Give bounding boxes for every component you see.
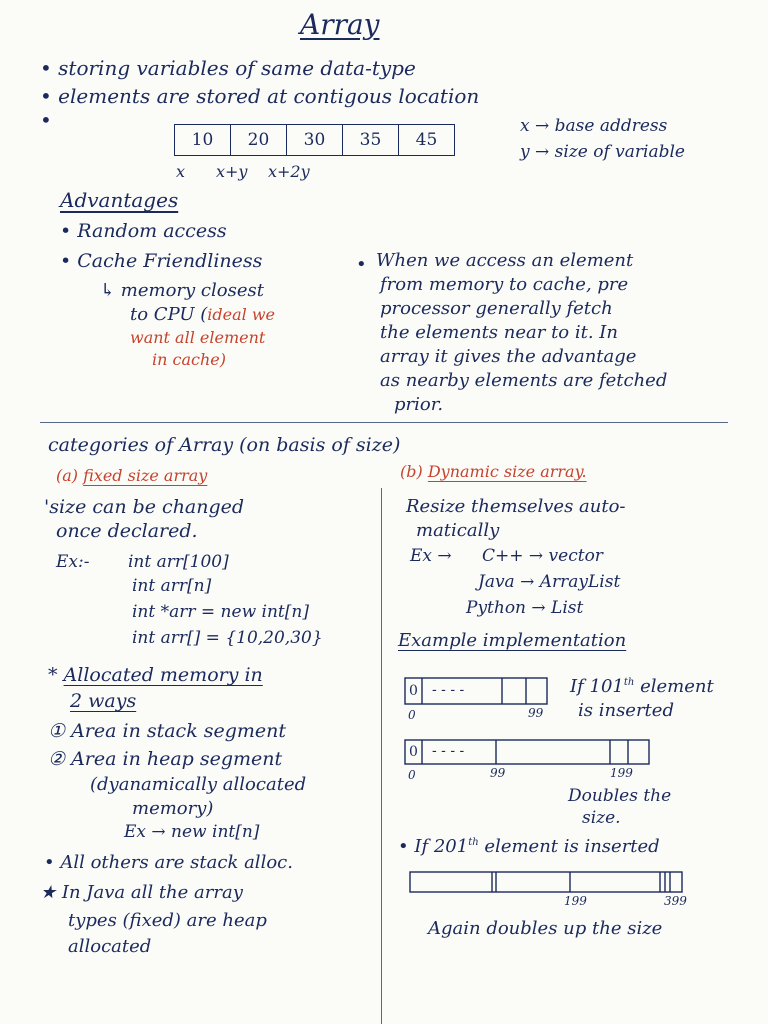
dynamic-ex-java: Java → ArrayList bbox=[478, 572, 621, 592]
cache-note-line: as nearby elements are fetched bbox=[380, 370, 668, 391]
array-cell: 35 bbox=[343, 125, 399, 155]
advantages-heading: Advantages bbox=[60, 188, 179, 212]
cache-note: • bbox=[356, 254, 367, 275]
adv-item-random-access: • Random access bbox=[60, 220, 227, 242]
fixed-ex-label: Ex:- bbox=[56, 552, 90, 572]
note-size-variable: y → size of variable bbox=[520, 142, 685, 162]
bullet-contiguous: • elements are stored at contigous location bbox=[40, 84, 480, 108]
addr-label: x bbox=[176, 162, 186, 181]
note-101-element: element bbox=[640, 676, 714, 697]
array-cell: 45 bbox=[415, 130, 438, 150]
note-101-text: If 101 bbox=[570, 676, 624, 697]
dynamic-ex-label: Ex → bbox=[410, 546, 452, 566]
alloc-way1: ① Area in stack segment bbox=[48, 720, 287, 742]
diag2-first: 0 bbox=[409, 744, 418, 760]
diag3-mid: 199 bbox=[564, 894, 587, 908]
java-line2: types (fixed) are heap bbox=[68, 910, 267, 931]
addr-label: x+y bbox=[216, 162, 248, 181]
adv-red-line3: in cache) bbox=[152, 350, 226, 369]
bullet-empty: • bbox=[40, 108, 52, 132]
dynamic-ex-python: Python → List bbox=[466, 598, 584, 618]
note-201-text: • If 201 bbox=[398, 836, 469, 857]
diag2-start: 0 bbox=[408, 768, 416, 782]
cache-note-line: When we access an element bbox=[376, 250, 634, 271]
categories-heading: categories of Array (on basis of size) bbox=[48, 434, 401, 456]
note-101-inserted: is inserted bbox=[578, 700, 674, 721]
cache-note-line: array it gives the advantage bbox=[380, 346, 637, 367]
fixed-line1: 'size can be changed bbox=[44, 496, 245, 518]
adv-item-cache-text: Cache Friendliness bbox=[77, 250, 263, 272]
fixed-label-a: (a) bbox=[56, 466, 79, 485]
note-101 bbox=[570, 676, 714, 697]
diag1-dashes: - - - - bbox=[432, 682, 465, 698]
bullet-contiguous-text: elements are stored at contigous location bbox=[58, 84, 480, 108]
note-base-address: x → base address bbox=[520, 116, 668, 136]
diag2-dashes: - - - - bbox=[432, 743, 465, 759]
alloc-line1: Allocated memory in bbox=[63, 664, 263, 686]
fixed-ex-line: int *arr = new int[n] bbox=[132, 602, 309, 622]
page-title: Array bbox=[300, 8, 380, 41]
array-cell: 30 bbox=[287, 125, 343, 155]
alloc-line2: 2 ways bbox=[70, 690, 137, 712]
diag1-end: 99 bbox=[528, 706, 544, 720]
adv-red-ideal: ideal we bbox=[207, 305, 276, 324]
diag3-end: 399 bbox=[664, 894, 687, 908]
note-201-sup: th bbox=[468, 837, 479, 848]
adv-item-cache: • Cache Friendliness bbox=[60, 250, 263, 272]
cache-note-line: prior. bbox=[394, 394, 444, 415]
java-line3: allocated bbox=[68, 936, 152, 957]
cache-note-line: from memory to cache, pre bbox=[380, 274, 629, 295]
array-cell: 10 bbox=[175, 125, 231, 155]
fixed-ex-line: int arr[100] bbox=[128, 552, 229, 572]
adv-sub-memory: ↳ memory closest bbox=[100, 280, 264, 301]
diag3-box bbox=[410, 872, 682, 892]
note-size: size. bbox=[582, 808, 621, 828]
dynamic-label-b: (b) bbox=[400, 462, 423, 481]
dynamic-ex-cpp: C++ → vector bbox=[482, 546, 603, 566]
fixed-line1-text: size can be changed bbox=[49, 496, 245, 518]
fixed-ex-line: int arr[] = {10,20,30} bbox=[132, 628, 323, 648]
alloc-way2-ex: Ex → new int[n] bbox=[124, 822, 260, 842]
diag2-mid: 99 bbox=[490, 766, 506, 780]
dynamic-title-text: Dynamic size array. bbox=[427, 462, 587, 481]
cache-note-line: the elements near to it. In bbox=[380, 322, 618, 343]
note-201-rest: element is inserted bbox=[484, 836, 660, 857]
java-note: ★ In Java all the array bbox=[40, 882, 243, 903]
alloc-way2: ② Area in heap segment bbox=[48, 748, 283, 770]
dynamic-line1: Resize themselves auto- bbox=[406, 496, 626, 517]
bullet-storing-text: storing variables of same data-type bbox=[58, 56, 416, 80]
adv-red-line2: want all element bbox=[130, 328, 266, 347]
dynamic-line2: matically bbox=[416, 520, 500, 541]
note-doubles: Doubles the bbox=[568, 786, 672, 806]
adv-sub-cpu-text: to CPU ( bbox=[130, 304, 208, 325]
stack-alloc-note: • All others are stack alloc. bbox=[44, 852, 293, 873]
alloc-star: * bbox=[48, 664, 58, 686]
impl-heading: Example implementation bbox=[398, 630, 627, 651]
alloc-way2-sub2: memory) bbox=[132, 798, 214, 819]
note-101-sup: th bbox=[623, 677, 635, 688]
diag2-end: 199 bbox=[610, 766, 633, 780]
note-again-doubles: Again doubles up the size bbox=[428, 918, 663, 939]
array-cell: 20 bbox=[231, 125, 287, 155]
bullet-storing: • storing variables of same data-type bbox=[40, 56, 416, 80]
addr-label: x+2y bbox=[268, 162, 310, 181]
alloc-way2-sub1: (dyanamically allocated bbox=[90, 774, 307, 795]
adv-item-random-access-text: Random access bbox=[77, 220, 227, 242]
diag1-first: 0 bbox=[409, 683, 418, 699]
fixed-line2: once declared. bbox=[56, 520, 198, 542]
note-201 bbox=[398, 836, 660, 857]
java-line1: In Java all the array bbox=[61, 882, 243, 903]
fixed-ex-line: int arr[n] bbox=[132, 576, 212, 596]
diag1-start: 0 bbox=[408, 708, 416, 722]
cache-note-line: processor generally fetch bbox=[380, 298, 613, 319]
fixed-title-text: fixed size array bbox=[83, 466, 208, 485]
